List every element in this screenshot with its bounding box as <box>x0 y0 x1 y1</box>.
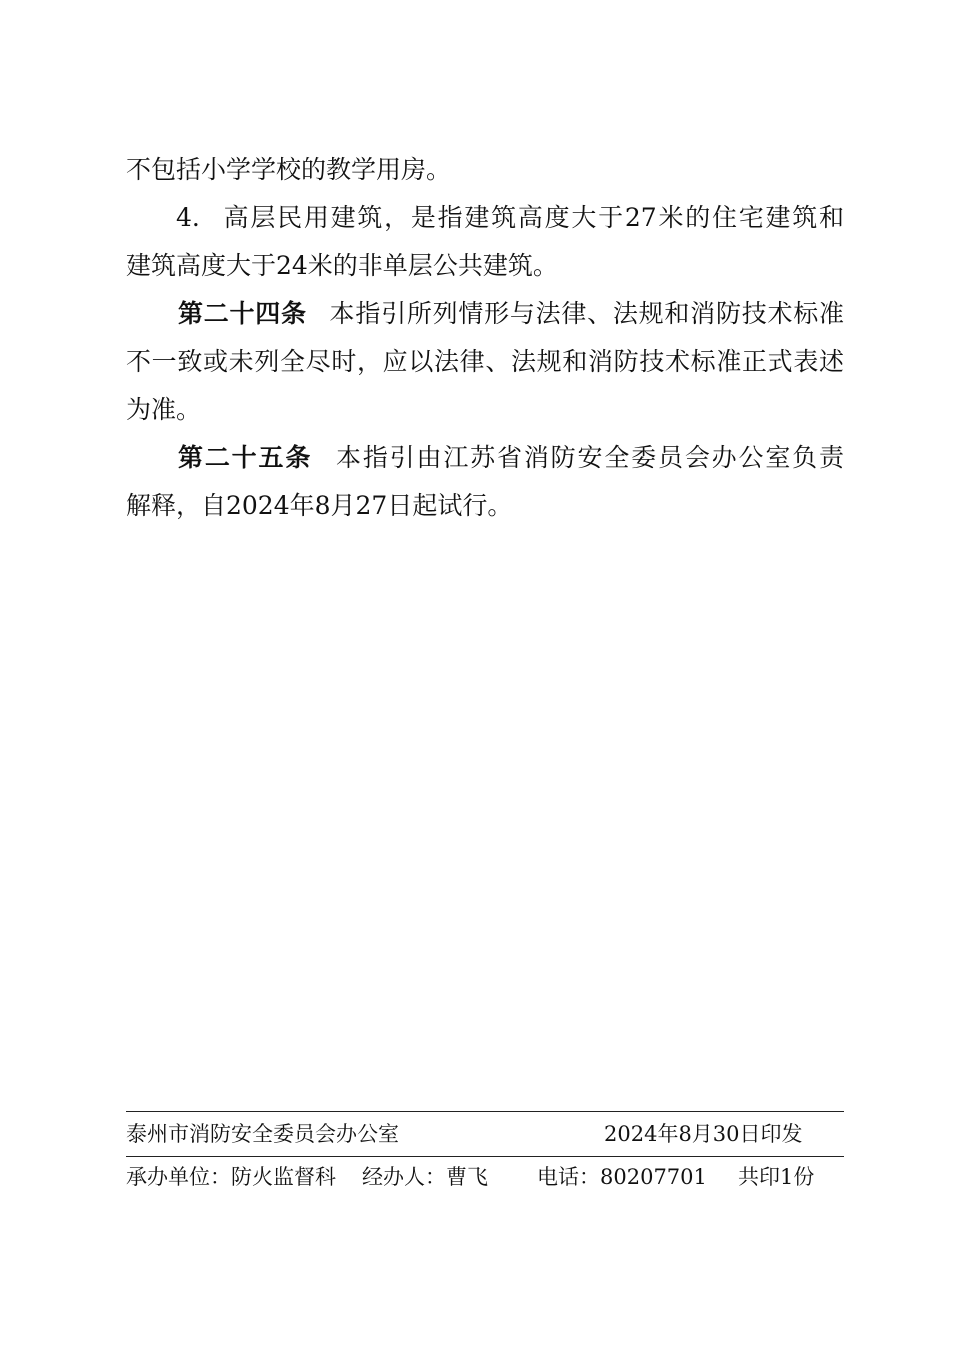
footer-phone: 电话：80207701 <box>537 1165 707 1189</box>
footer-handler: 经办人：曹飞 <box>362 1165 488 1189</box>
body-line-1: 不包括小学学校的教学用房。 <box>126 155 452 184</box>
footer-undertaking-unit: 承办单位：防火监督科 <box>126 1165 336 1189</box>
article-24-line-1 <box>126 298 844 330</box>
footer-copies: 共印1份 <box>738 1165 815 1189</box>
article-24-line-3: 为准。 <box>126 395 202 424</box>
item-4-text: 高层民用建筑，是指建筑高度大于27米的住宅建筑和 <box>221 203 844 232</box>
article-25-text: 本指引由江苏省消防安全委员会办公室负责 <box>334 443 844 472</box>
item-4-number: 4. <box>176 203 200 232</box>
footer-issue-date: 2024年8月30日印发 <box>604 1122 803 1146</box>
footer-top-rule <box>126 1111 844 1112</box>
footer-issuer: 泰州市消防安全委员会办公室 <box>126 1122 399 1146</box>
article-24-text: 本指引所列情形与法律、法规和消防技术标准 <box>328 299 844 328</box>
article-25-line-2: 解释，自2024年8月27日起试行。 <box>126 491 513 520</box>
article-24-heading: 第二十四条 <box>178 299 307 328</box>
item-4-line-2: 建筑高度大于24米的非单层公共建筑。 <box>126 251 558 280</box>
article-25-line-1 <box>126 442 844 474</box>
article-25-heading: 第二十五条 <box>178 443 313 472</box>
footer-middle-rule <box>126 1156 844 1157</box>
article-24-line-2: 不一致或未列全尽时，应以法律、法规和消防技术标准正式表述 <box>126 347 844 376</box>
item-4-line-1 <box>126 202 844 234</box>
